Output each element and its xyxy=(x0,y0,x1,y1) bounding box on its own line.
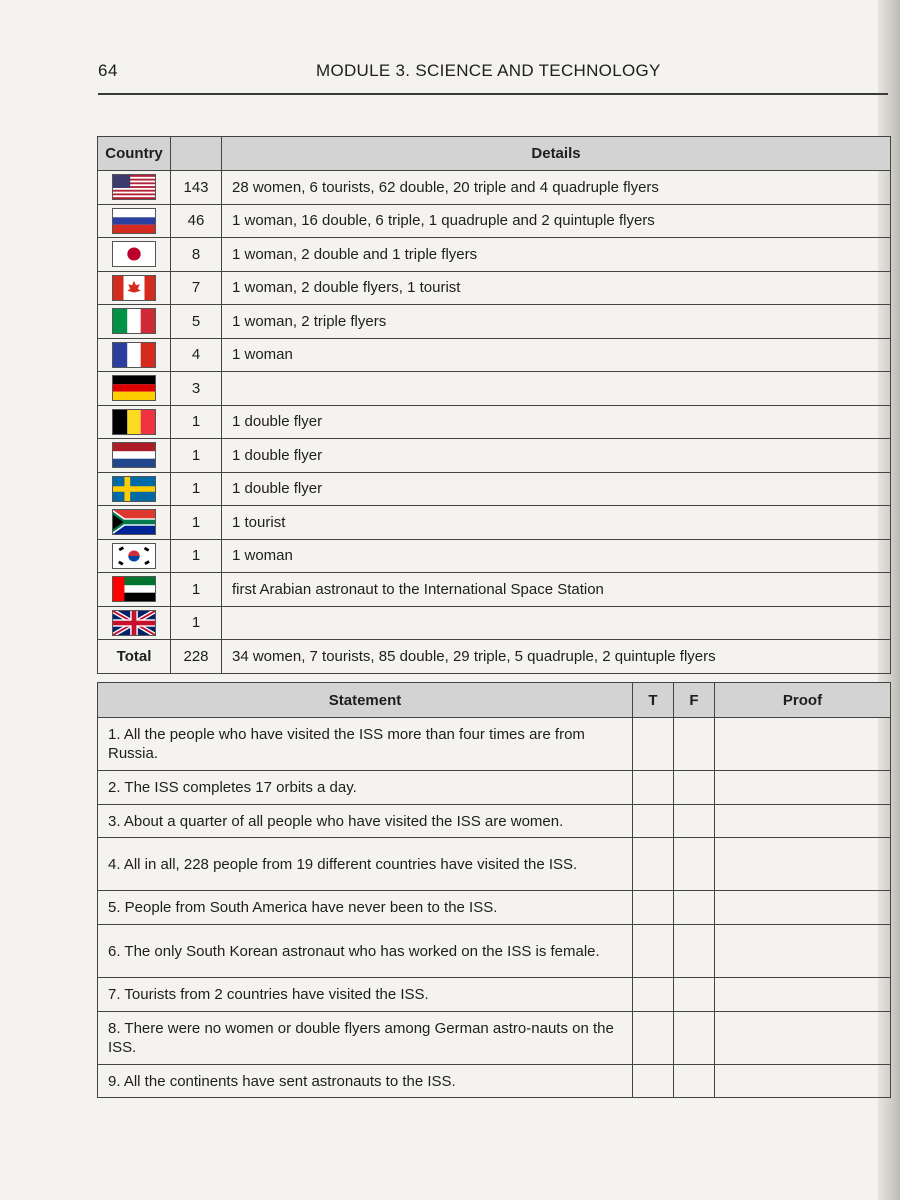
france-flag-icon xyxy=(112,342,156,368)
false-answer-cell[interactable] xyxy=(674,718,715,771)
proof-cell[interactable] xyxy=(715,978,891,1012)
table-row xyxy=(98,978,891,1012)
table-row xyxy=(98,606,891,640)
details-cell: 1 woman xyxy=(222,539,891,573)
details-cell: 1 tourist xyxy=(222,506,891,540)
table-header-row xyxy=(98,137,891,171)
true-header: T xyxy=(633,683,674,718)
true-answer-cell[interactable] xyxy=(633,978,674,1012)
table-row xyxy=(98,271,891,305)
details-cell: 1 woman, 2 double flyers, 1 tourist xyxy=(222,271,891,305)
proof-cell[interactable] xyxy=(715,771,891,805)
table-row xyxy=(98,405,891,439)
false-answer-cell[interactable] xyxy=(674,925,715,978)
statement-cell: 4. All in all, 228 people from 19 different countries have visited the ISS. xyxy=(98,838,633,891)
true-answer-cell[interactable] xyxy=(633,1065,674,1098)
count-cell: 1 xyxy=(171,472,222,506)
table-row xyxy=(98,925,891,978)
total-count: 228 xyxy=(171,640,222,674)
proof-cell[interactable] xyxy=(715,805,891,838)
table-row xyxy=(98,171,891,205)
false-answer-cell[interactable] xyxy=(674,1065,715,1098)
details-cell: 1 double flyer xyxy=(222,439,891,473)
uae-flag-icon xyxy=(112,576,156,602)
statement-cell: 1. All the people who have visited the ISS more than four times are from Russia. xyxy=(98,718,633,771)
true-answer-cell[interactable] xyxy=(633,718,674,771)
country-header: Country xyxy=(98,137,171,171)
details-cell: 1 double flyer xyxy=(222,405,891,439)
table-row xyxy=(98,238,891,272)
proof-cell[interactable] xyxy=(715,1012,891,1065)
table-row xyxy=(98,539,891,573)
statement-cell: 5. People from South America have never been to the ISS. xyxy=(98,891,633,925)
table-row xyxy=(98,439,891,473)
false-answer-cell[interactable] xyxy=(674,1012,715,1065)
south-africa-flag-icon xyxy=(112,509,156,535)
true-answer-cell[interactable] xyxy=(633,838,674,891)
details-cell: 1 woman, 2 triple flyers xyxy=(222,305,891,339)
true-answer-cell[interactable] xyxy=(633,925,674,978)
table-header-row xyxy=(98,683,891,718)
total-row xyxy=(98,640,891,674)
count-cell: 1 xyxy=(171,506,222,540)
usa-flag-icon xyxy=(112,174,156,200)
details-cell: 28 women, 6 tourists, 62 double, 20 triple and 4 quadruple flyers xyxy=(222,171,891,205)
details-header: Details xyxy=(222,137,891,171)
table-row xyxy=(98,472,891,506)
table-row xyxy=(98,506,891,540)
proof-cell[interactable] xyxy=(715,838,891,891)
uk-flag-icon xyxy=(112,610,156,636)
sweden-flag-icon xyxy=(112,476,156,502)
count-header xyxy=(171,137,222,171)
details-cell: 1 woman, 2 double and 1 triple flyers xyxy=(222,238,891,272)
south-korea-flag-icon xyxy=(112,543,156,569)
details-cell: 1 woman xyxy=(222,338,891,372)
proof-cell[interactable] xyxy=(715,1065,891,1098)
total-details: 34 women, 7 tourists, 85 double, 29 triple, 5 quadruple, 2 quintuple flyers xyxy=(222,640,891,674)
statement-cell: 3. About a quarter of all people who have visited the ISS are women. xyxy=(98,805,633,838)
true-answer-cell[interactable] xyxy=(633,1012,674,1065)
table-row xyxy=(98,771,891,805)
table-row xyxy=(98,805,891,838)
statement-cell: 6. The only South Korean astronaut who has worked on the ISS is female. xyxy=(98,925,633,978)
count-cell: 1 xyxy=(171,405,222,439)
netherlands-flag-icon xyxy=(112,442,156,468)
count-cell: 8 xyxy=(171,238,222,272)
table-row xyxy=(98,305,891,339)
count-cell: 1 xyxy=(171,573,222,607)
false-answer-cell[interactable] xyxy=(674,805,715,838)
false-answer-cell[interactable] xyxy=(674,838,715,891)
table-row xyxy=(98,204,891,238)
belgium-flag-icon xyxy=(112,409,156,435)
statement-cell: 7. Tourists from 2 countries have visited the ISS. xyxy=(98,978,633,1012)
count-cell: 46 xyxy=(171,204,222,238)
count-cell: 1 xyxy=(171,606,222,640)
true-answer-cell[interactable] xyxy=(633,805,674,838)
count-cell: 3 xyxy=(171,372,222,406)
germany-flag-icon xyxy=(112,375,156,401)
table-row xyxy=(98,1012,891,1065)
true-answer-cell[interactable] xyxy=(633,891,674,925)
table-row xyxy=(98,338,891,372)
count-cell: 1 xyxy=(171,539,222,573)
statement-cell: 9. All the continents have sent astronauts to the ISS. xyxy=(98,1065,633,1098)
false-answer-cell[interactable] xyxy=(674,771,715,805)
proof-cell[interactable] xyxy=(715,891,891,925)
italy-flag-icon xyxy=(112,308,156,334)
table-row xyxy=(98,718,891,771)
table-row xyxy=(98,1065,891,1098)
true-answer-cell[interactable] xyxy=(633,771,674,805)
table-row xyxy=(98,372,891,406)
japan-flag-icon xyxy=(112,241,156,267)
total-label: Total xyxy=(98,640,171,674)
page-header xyxy=(98,57,888,95)
proof-cell[interactable] xyxy=(715,925,891,978)
count-cell: 143 xyxy=(171,171,222,205)
running-head: MODULE 3. SCIENCE AND TECHNOLOGY xyxy=(316,61,661,80)
details-cell: 1 woman, 16 double, 6 triple, 1 quadruple and 2 quintuple flyers xyxy=(222,204,891,238)
count-cell: 4 xyxy=(171,338,222,372)
canada-flag-icon xyxy=(112,275,156,301)
page-number: 64 xyxy=(98,61,118,80)
table-row xyxy=(98,838,891,891)
false-header: F xyxy=(674,683,715,718)
statement-cell: 8. There were no women or double flyers among German astro-nauts on the ISS. xyxy=(98,1012,633,1065)
false-answer-cell[interactable] xyxy=(674,891,715,925)
count-cell: 1 xyxy=(171,439,222,473)
proof-header: Proof xyxy=(715,683,891,718)
table-row xyxy=(98,573,891,607)
details-cell xyxy=(222,372,891,406)
false-answer-cell[interactable] xyxy=(674,978,715,1012)
statement-cell: 2. The ISS completes 17 orbits a day. xyxy=(98,771,633,805)
proof-cell[interactable] xyxy=(715,718,891,771)
details-cell: first Arabian astronaut to the International Space Station xyxy=(222,573,891,607)
russia-flag-icon xyxy=(112,208,156,234)
table-row xyxy=(98,891,891,925)
count-cell: 5 xyxy=(171,305,222,339)
true-false-table xyxy=(97,682,891,1098)
iss-visitors-table xyxy=(97,136,891,674)
count-cell: 7 xyxy=(171,271,222,305)
statement-header: Statement xyxy=(98,683,633,718)
details-cell xyxy=(222,606,891,640)
details-cell: 1 double flyer xyxy=(222,472,891,506)
